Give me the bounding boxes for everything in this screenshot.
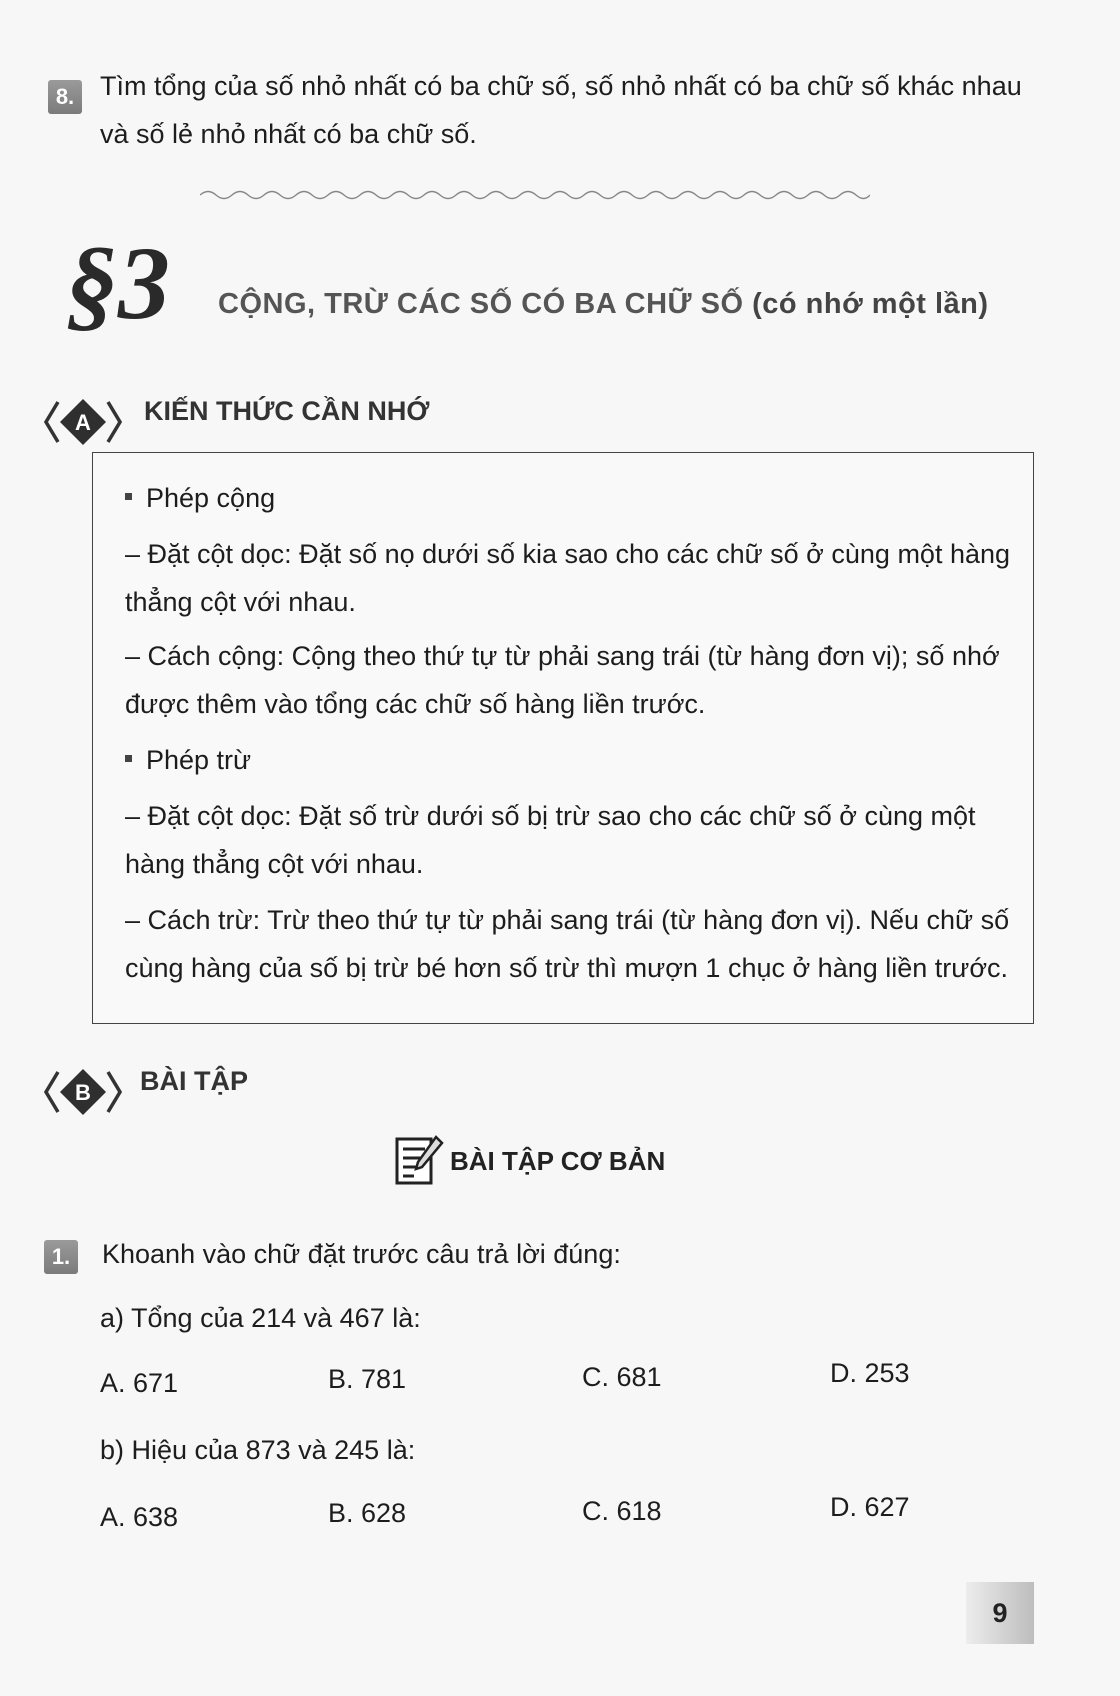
subtraction-line-1: – Đặt cột dọc: Đặt số trừ dưới số bị trừ sao cho các chữ số ở cùng một [125, 801, 976, 831]
subtraction-line-2: hàng thẳng cột với nhau. [125, 849, 424, 879]
section-title-main: CỘNG, TRỪ CÁC SỐ CÓ BA CHỮ SỐ [218, 288, 744, 320]
subtraction-line-4: cùng hàng của số bị trừ bé hơn số trừ thì mượn 1 chục ở hàng liền trước. [125, 953, 1009, 983]
part-a-label: KIẾN THỨC CẦN NHỚ [144, 396, 430, 426]
question-8-line-2: và số lẻ nhỏ nhất có ba chữ số. [100, 119, 477, 149]
subtraction-line-3: – Cách trừ: Trừ theo thứ tự từ phải sang trái (từ hàng đơn vị). Nếu chữ số [125, 905, 1010, 935]
question-1b-prompt: b) Hiệu của 873 và 245 là: [100, 1435, 416, 1465]
answer-option[interactable]: B. 628 [328, 1498, 407, 1528]
question-1a-prompt: a) Tổng của 214 và 467 là: [100, 1303, 421, 1333]
wavy-divider [200, 188, 870, 202]
answer-option[interactable]: D. 253 [830, 1358, 910, 1388]
knowledge-box [92, 452, 1034, 1024]
part-b-badge-icon [44, 1066, 122, 1118]
section-mark: §3 [66, 226, 170, 341]
question-8-number: 8. [48, 80, 82, 114]
addition-line-2: thẳng cột với nhau. [125, 587, 356, 617]
bullet-icon [125, 493, 132, 500]
answer-option[interactable]: B. 781 [328, 1364, 407, 1394]
page-number: 9 [966, 1582, 1034, 1644]
addition-heading-text: Phép cộng [146, 483, 276, 513]
part-b-letter: B [75, 1080, 91, 1105]
question-1-number: 1. [44, 1240, 78, 1274]
answer-option[interactable]: A. 671 [100, 1368, 179, 1398]
subtraction-heading-text: Phép trừ [146, 745, 252, 775]
addition-line-3: – Cách cộng: Cộng theo thứ tự từ phải sang trái (từ hàng đơn vị); số nhớ [125, 641, 1000, 671]
bullet-icon [125, 755, 132, 762]
answer-option[interactable]: C. 681 [582, 1362, 662, 1392]
subtraction-heading [125, 745, 251, 776]
answer-option[interactable]: C. 618 [582, 1496, 662, 1526]
basic-exercises-heading [394, 1133, 665, 1189]
addition-line-4: được thêm vào tổng các chữ số hàng liền trước. [125, 689, 706, 719]
answer-option[interactable]: A. 638 [100, 1502, 179, 1532]
question-8-line-1: Tìm tổng của số nhỏ nhất có ba chữ số, số nhỏ nhất có ba chữ số khác nhau [100, 71, 1022, 101]
addition-line-1: – Đặt cột dọc: Đặt số nọ dưới số kia sao cho các chữ số ở cùng một hàng [125, 539, 1011, 569]
question-1-prompt: Khoanh vào chữ đặt trước câu trả lời đúng: [102, 1239, 621, 1269]
notepad-pencil-icon [394, 1133, 444, 1189]
part-a-letter: A [75, 410, 91, 435]
part-b-label: BÀI TẬP [140, 1066, 248, 1096]
addition-heading [125, 483, 275, 514]
answer-option[interactable]: D. 627 [830, 1492, 910, 1522]
section-title-sub: (có nhớ một lần) [752, 288, 989, 320]
basic-exercises-label: BÀI TẬP CƠ BẢN [450, 1145, 666, 1176]
section-title [218, 288, 989, 321]
part-a-badge-icon [44, 396, 122, 448]
